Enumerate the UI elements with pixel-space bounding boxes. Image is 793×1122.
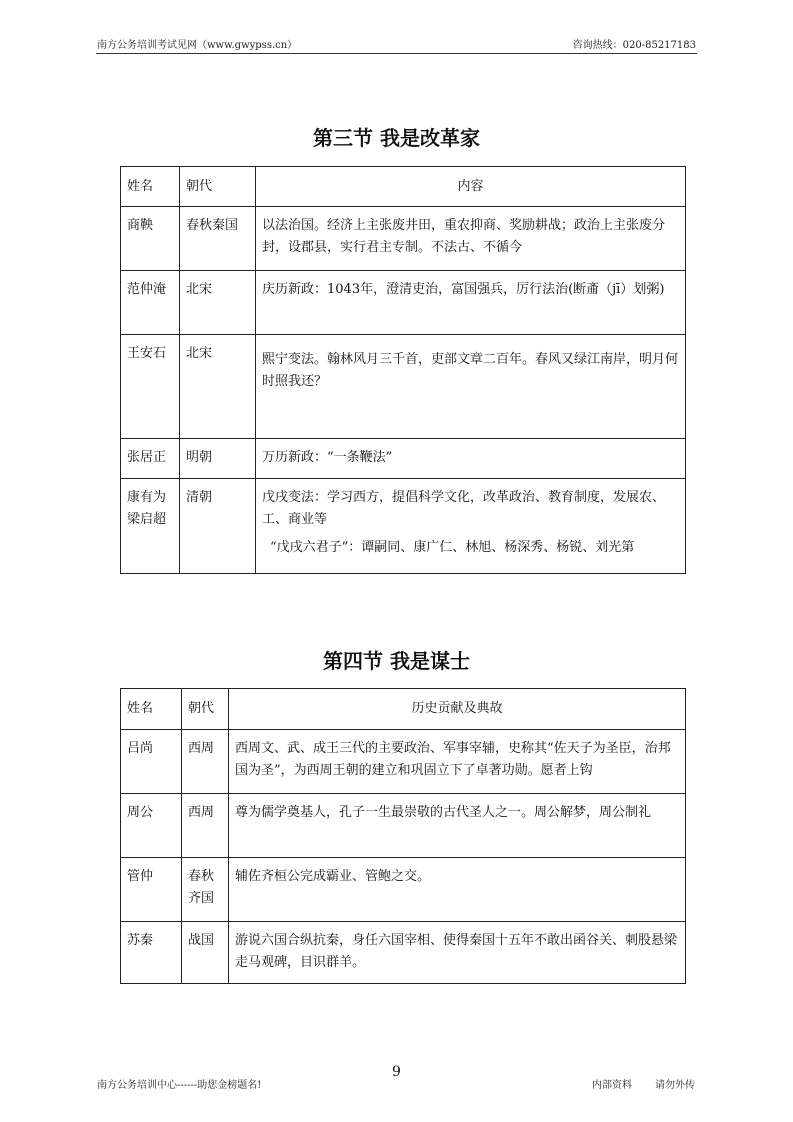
cell-dynasty: 战国: [182, 922, 229, 984]
cell-name: 管仲: [121, 858, 182, 922]
cell-content: 尊为儒学奠基人，孔子一生最崇敬的古代圣人之一。周公解梦，周公制礼: [229, 794, 686, 858]
reformers-table: [120, 166, 686, 574]
cell-dynasty: 北宋: [180, 335, 256, 439]
col-header-content: 内容: [256, 167, 686, 207]
col-header-contribution: 历史贡献及典故: [229, 689, 686, 730]
table-row: [121, 794, 686, 858]
table-row: [121, 479, 686, 574]
cell-name: 商鞅: [121, 207, 180, 271]
table-row: [121, 271, 686, 335]
table-header-row: [121, 167, 686, 207]
cell-dynasty: 清朝: [180, 479, 256, 574]
col-header-name: 姓名: [121, 689, 182, 730]
header-left-text: 南方公务培训考试见网（www.gwypss.cn）: [97, 40, 298, 51]
cell-dynasty: 明朝: [180, 439, 256, 479]
table-row: [121, 207, 686, 271]
strategists-table: [120, 688, 686, 984]
cell-dynasty: 春秋齐国: [182, 858, 229, 922]
cell-content: 辅佐齐桓公完成霸业、管鲍之交。: [229, 858, 686, 922]
cell-name: 张居正: [121, 439, 180, 479]
page-number: 9: [392, 1064, 401, 1080]
content-paragraph-2: “戊戌六君子”：谭嗣同、康广仁、林旭、杨深秀、杨锐、刘光第: [270, 540, 635, 555]
footer-internal-label: 内部资料: [592, 1080, 632, 1091]
cell-dynasty: 春秋秦国: [180, 207, 256, 271]
col-header-dynasty: 朝代: [180, 167, 256, 207]
col-header-name: 姓名: [121, 167, 180, 207]
cell-content: 游说六国合纵抗秦，身任六国宰相、使得秦国十五年不敢出函谷关、刺股悬梁走马观碑，目识群羊。: [229, 922, 686, 984]
cell-name: 周公: [121, 794, 182, 858]
cell-name: 吕尚: [121, 730, 182, 794]
footer-left-text: 南方公务培训中心------助您金榜题名!: [97, 1080, 262, 1091]
header-divider: [96, 53, 697, 54]
cell-dynasty: 西周: [182, 730, 229, 794]
col-header-dynasty: 朝代: [182, 689, 229, 730]
cell-dynasty: 北宋: [180, 271, 256, 335]
cell-content: 西周文、武、成王三代的主要政治、军事宰辅，史称其“佐天子为圣臣，治邦国为圣”，为西周王朝的建立和巩固立下了卓著功勋。愿者上钩: [229, 730, 686, 794]
cell-dynasty: 西周: [182, 794, 229, 858]
cell-content: 以法治国。经济上主张废井田，重农抑商、奖励耕战；政治上主张废分封，设郡县，实行君主专制。不法古、不循今: [256, 207, 686, 271]
content-paragraph: 戊戌变法：学习西方，提倡科学文化，改革政治、教育制度，发展农、工、商业等: [262, 490, 666, 527]
table-header-row: [121, 689, 686, 730]
header-right-text: 咨询热线：020-85217183: [572, 40, 696, 51]
cell-name: 王安石: [121, 335, 180, 439]
table-row: [121, 922, 686, 984]
footer-no-distribution-label: 请勿外传: [655, 1080, 695, 1091]
table-row: [121, 335, 686, 439]
table-row: [121, 730, 686, 794]
section4-title: 第四节 我是谋士: [323, 649, 470, 673]
cell-content: 熙宁变法。翰林风月三千首，吏部文章二百年。春风又绿江南岸，明月何时照我还？: [256, 335, 686, 439]
table-row: [121, 439, 686, 479]
cell-name: 范仲淹: [121, 271, 180, 335]
cell-content: 庆历新政：1043年，澄清吏治，富国强兵，厉行法治(断齑（jī）划粥): [256, 271, 686, 335]
cell-name: 苏秦: [121, 922, 182, 984]
cell-name: 康有为梁启超: [121, 479, 180, 574]
cell-content: [256, 479, 686, 574]
cell-content: 万历新政：“一条鞭法”: [256, 439, 686, 479]
section3-title: 第三节 我是改革家: [313, 126, 480, 150]
table-row: [121, 858, 686, 922]
